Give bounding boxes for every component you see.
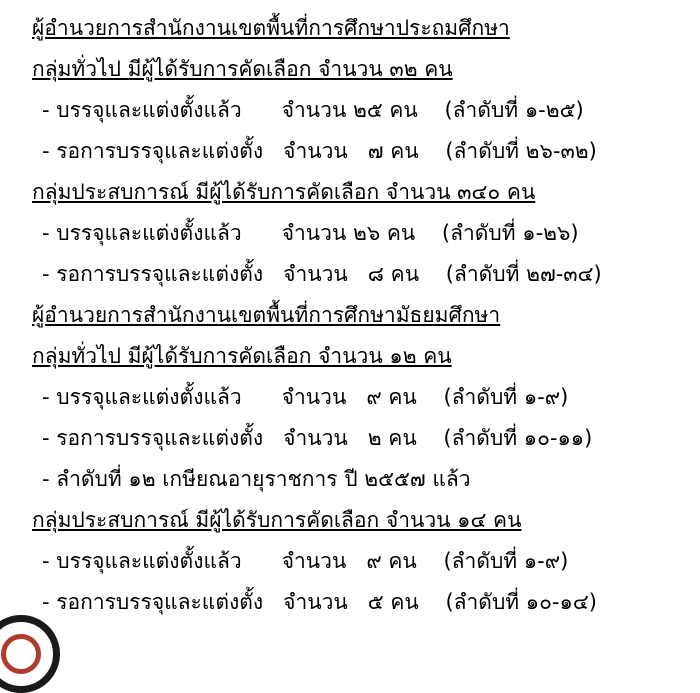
- document-group-heading: [0, 49, 700, 90]
- document-list-item: - รอการบรรจุและแต่งตั้ง จำนวน ๘ คน (ลำดับที่ ๒๗-๓๔): [42, 262, 602, 286]
- document-list-item: - บรรจุและแต่งตั้งแล้ว จำนวน ๙ คน (ลำดับที่ ๑-๙): [42, 549, 569, 573]
- document-list-item: - บรรจุและแต่งตั้งแล้ว จำนวน ๒๖ คน (ลำดับที่ ๑-๒๖): [42, 221, 579, 245]
- document-list-item: - ลำดับที่ ๑๒ เกษียณอายุราชการ ปี ๒๕๕๗ แล้ว: [42, 467, 471, 491]
- document-group-heading-text: กลุ่มประสบการณ์ มีผู้ได้รับการคัดเลือก จำนวน ๑๔ คน: [32, 508, 522, 532]
- document-heading-text: ผู้อำนวยการสำนักงานเขตพื้นที่การศึกษาประถมศึกษา: [32, 16, 510, 40]
- document-group-heading-text: กลุ่มทั่วไป มีผู้ได้รับการคัดเลือก จำนวน ๓๒ คน: [32, 57, 453, 81]
- seal-stamp-icon: [0, 615, 60, 693]
- document-list-item: - รอการบรรจุและแต่งตั้ง จำนวน ๕ คน (ลำดับที่ ๑๐-๑๔): [42, 590, 597, 614]
- document-group-heading-text: กลุ่มประสบการณ์ มีผู้ได้รับการคัดเลือก จำนวน ๓๔๐ คน: [32, 180, 536, 204]
- document-group-heading: [0, 500, 700, 541]
- document-heading: [0, 295, 700, 336]
- document-list-item: - บรรจุและแต่งตั้งแล้ว จำนวน ๒๕ คน (ลำดับที่ ๑-๒๕): [42, 98, 584, 122]
- document-group-heading: [0, 172, 700, 213]
- document-list-item: - บรรจุและแต่งตั้งแล้ว จำนวน ๙ คน (ลำดับที่ ๑-๙): [42, 385, 569, 409]
- document-list-item: - รอการบรรจุและแต่งตั้ง จำนวน ๗ คน (ลำดับที่ ๒๖-๓๒): [42, 139, 597, 163]
- document-group-heading-text: กลุ่มทั่วไป มีผู้ได้รับการคัดเลือก จำนวน ๑๒ คน: [32, 344, 452, 368]
- document-list-item: - รอการบรรจุและแต่งตั้ง จำนวน ๒ คน (ลำดับที่ ๑๐-๑๑): [42, 426, 593, 450]
- document-group-heading: [0, 336, 700, 377]
- document-heading: [0, 8, 700, 49]
- document-heading-text: ผู้อำนวยการสำนักงานเขตพื้นที่การศึกษามัธยมศึกษา: [32, 303, 501, 327]
